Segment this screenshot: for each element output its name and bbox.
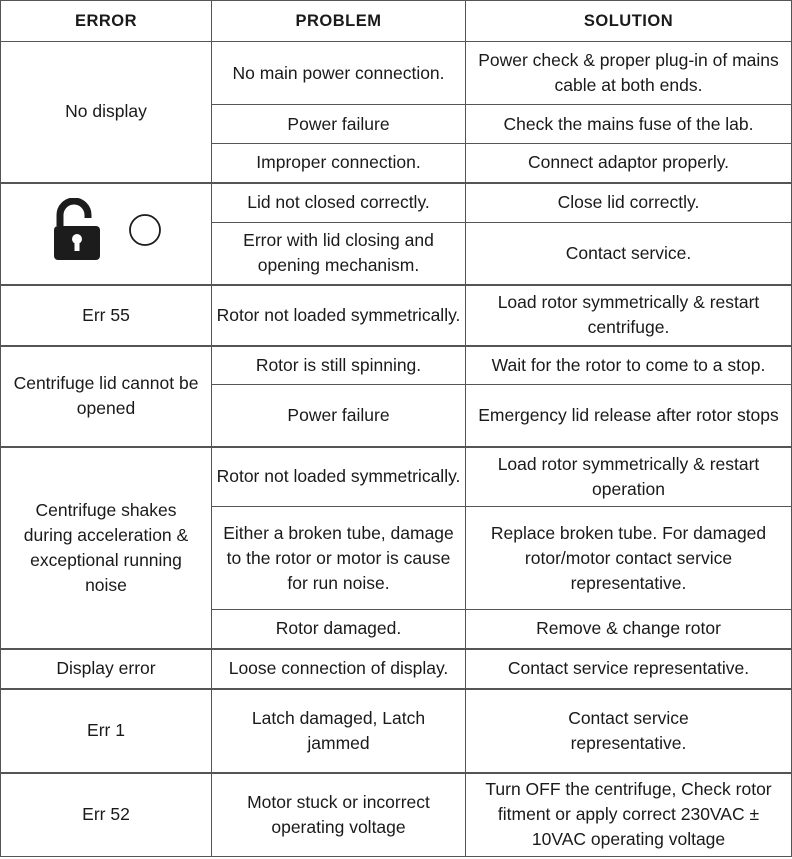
solution-cell: Replace broken tube. For damaged rotor/motor contact service representative.	[466, 507, 792, 610]
error-cell: Err 52	[1, 773, 212, 857]
problem-cell: Rotor not loaded symmetrically.	[212, 447, 466, 507]
problem-cell: Lid not closed correctly.	[212, 183, 466, 223]
table-row	[1, 42, 792, 105]
table-row	[1, 285, 792, 346]
solution-cell: Wait for the rotor to come to a stop.	[466, 346, 792, 385]
problem-cell: Either a broken tube, damage to the rotor or motor is cause for run noise.	[212, 507, 466, 610]
solution-cell: Contact service representative.	[466, 649, 792, 689]
error-cell: Centrifuge lid cannot be opened	[1, 346, 212, 447]
problem-cell: Motor stuck or incorrect operating voltage	[212, 773, 466, 857]
table-row	[1, 346, 792, 385]
solution-cell: Contact service representative.	[466, 689, 792, 773]
solution-cell: Power check & proper plug-in of mains cable at both ends.	[466, 42, 792, 105]
solution-cell: Remove & change rotor	[466, 610, 792, 649]
table-row	[1, 773, 792, 857]
problem-cell: Rotor damaged.	[212, 610, 466, 649]
solution-cell: Check the mains fuse of the lab.	[466, 105, 792, 144]
header-error: ERROR	[1, 1, 212, 42]
problem-cell: Power failure	[212, 105, 466, 144]
table-row	[1, 689, 792, 773]
solution-cell: Close lid correctly.	[466, 183, 792, 223]
lock-icon	[50, 198, 104, 262]
error-cell-icons	[1, 183, 212, 285]
solution-cell: Turn OFF the centrifuge, Check rotor fitment or apply correct 230VAC ± 10VAC operating voltage	[466, 773, 792, 857]
error-cell: Err 1	[1, 689, 212, 773]
error-cell: No display	[1, 42, 212, 183]
table-row	[1, 649, 792, 689]
header-problem: PROBLEM	[212, 1, 466, 42]
problem-cell: Improper connection.	[212, 144, 466, 183]
solution-cell: Load rotor symmetrically & restart centrifuge.	[466, 285, 792, 346]
problem-cell: Power failure	[212, 385, 466, 447]
problem-cell: No main power connection.	[212, 42, 466, 105]
problem-cell: Latch damaged, Latch jammed	[212, 689, 466, 773]
problem-cell: Rotor not loaded symmetrically.	[212, 285, 466, 346]
header-row	[1, 1, 792, 42]
error-cell: Err 55	[1, 285, 212, 346]
problem-cell: Loose connection of display.	[212, 649, 466, 689]
solution-cell: Load rotor symmetrically & restart operation	[466, 447, 792, 507]
solution-cell: Emergency lid release after rotor stops	[466, 385, 792, 447]
circle-icon	[128, 213, 162, 247]
header-solution: SOLUTION	[466, 1, 792, 42]
problem-cell: Rotor is still spinning.	[212, 346, 466, 385]
problem-cell: Error with lid closing and opening mechanism.	[212, 223, 466, 285]
solution-cell: Contact service.	[466, 223, 792, 285]
table-row	[1, 447, 792, 507]
error-cell: Centrifuge shakes during acceleration & exceptional running noise	[1, 447, 212, 649]
solution-cell: Connect adaptor properly.	[466, 144, 792, 183]
table-row	[1, 183, 792, 223]
error-cell: Display error	[1, 649, 212, 689]
